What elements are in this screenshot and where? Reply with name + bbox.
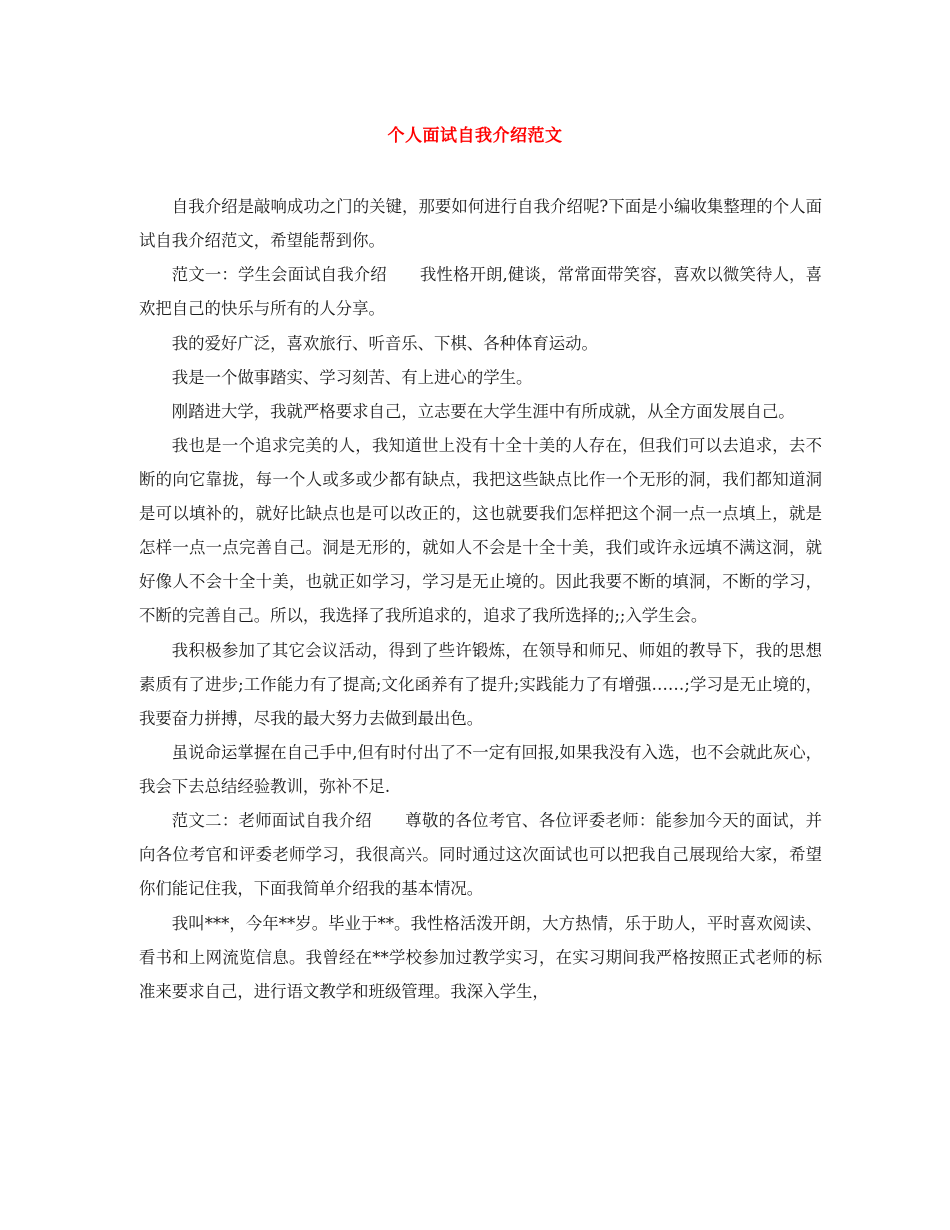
paragraph-self-info: 我叫***，今年**岁。毕业于**。我性格活泼开朗，大方热情，乐于助人，平时喜欢阅读、看书和上网流览信息。我曾经在**学校参加过教学实习，在实习期间我严格按照正式老师的标准来要求自己，进行语文教学和班级管理。我深入学生， (139, 913, 822, 1001)
document-body (139, 190, 822, 1009)
paragraph-character: 我是一个做事踏实、学习刻苦、有上进心的学生。 (171, 367, 533, 387)
paragraph-sample-one: 范文一：学生会面试自我介绍 我性格开朗,健谈，常常面带笑容，喜欢以微笑待人，喜欢把自己的快乐与所有的人分享。 (139, 265, 822, 319)
paragraph-hobbies: 我的爱好广泛，喜欢旅行、听音乐、下棋、各种体育运动。 (171, 333, 598, 353)
paragraph-activities: 我积极参加了其它会议活动，得到了些许锻炼，在领导和师兄、师姐的教导下，我的思想素质有了进步;工作能力有了提高;文化函养有了提升;实践能力了有增强……;学习是无止境的，我要奋力拼搏，尽我的最大努力去做到最出色。 (139, 640, 822, 728)
paragraph-intro: 自我介绍是敲响成功之门的关键，那要如何进行自我介绍呢?下面是小编收集整理的个人面试自我介绍范文，希望能帮到你。 (139, 197, 822, 250)
paragraph-destiny: 虽说命运掌握在自己手中,但有时付出了不一定有回报,如果我没有入选，也不会就此灰心，我会下去总结经验教训，弥补不足. (139, 743, 822, 797)
paragraph-sample-two: 范文二：老师面试自我介绍 尊敬的各位考官、各位评委老师：能参加今天的面试，并向各位考官和评委老师学习，我很高兴。同时通过这次面试也可以把我自己展现给大家，希望你们能记住我，下面我简单介绍我的基本情况。 (139, 811, 822, 899)
document-title: 个人面试自我介绍范文 (387, 126, 563, 146)
paragraph-university: 刚踏进大学，我就严格要求自己，立志要在大学生涯中有所成就，从全方面发展自己。 (171, 402, 795, 422)
paragraph-perfection: 我也是一个追求完美的人，我知道世上没有十全十美的人存在，但我们可以去追求，去不断的向它靠拢，每一个人或多或少都有缺点，我把这些缺点比作一个无形的洞，我们都知道洞是可以填补的，就好比缺点也是可以改正的，这也就要我们怎样把这个洞一点一点填上，就是怎样一点一点完善自己。洞是无形的，就如人不会是十全十美，我们或许永远填不满这洞，就好像人不会十全十美，也就正如学习，学习是无止境的。因此我要不断的填洞，不断的学习，不断的完善自己。所以，我选择了我所追求的，追求了我所选择的;;入学生会。 (139, 436, 822, 626)
